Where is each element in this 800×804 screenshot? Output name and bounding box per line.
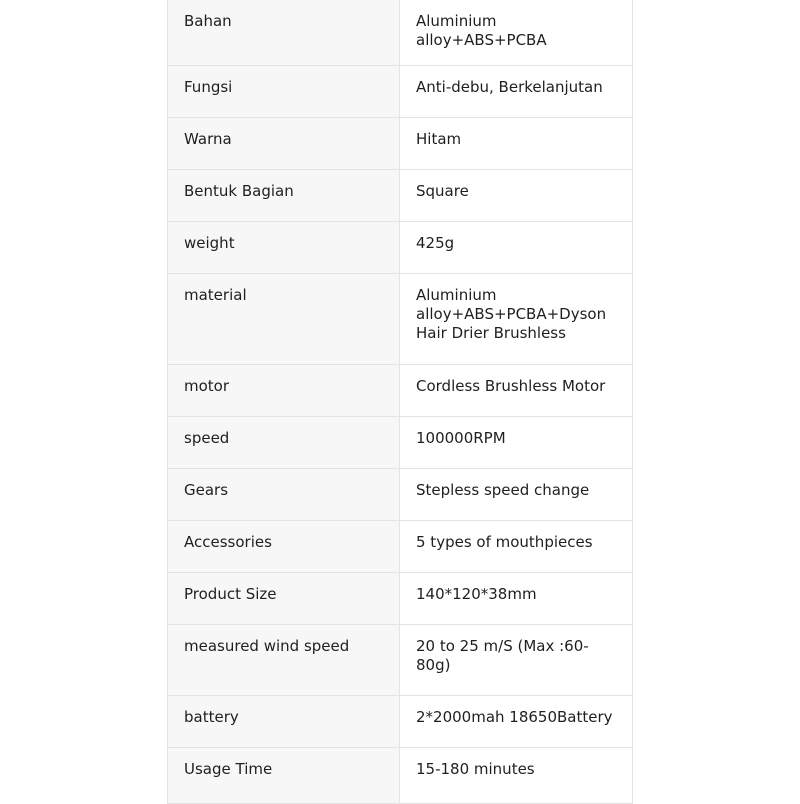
spec-value: 5 types of mouthpieces (400, 521, 633, 573)
spec-label: Warna (168, 118, 400, 170)
spec-row-gears (168, 469, 633, 521)
spec-row-battery (168, 696, 633, 748)
spec-value: 100000RPM (400, 417, 633, 469)
spec-value: Anti-debu, Berkelanjutan (400, 66, 633, 118)
spec-row-motor (168, 365, 633, 417)
spec-value: Stepless speed change (400, 469, 633, 521)
spec-row-speed (168, 417, 633, 469)
spec-label: battery (168, 696, 400, 748)
spec-value: Cordless Brushless Motor (400, 365, 633, 417)
spec-label: measured wind speed (168, 625, 400, 696)
spec-row-bentuk-bagian (168, 170, 633, 222)
spec-label: material (168, 274, 400, 365)
spec-label: motor (168, 365, 400, 417)
spec-value: 425g (400, 222, 633, 274)
spec-row-weight (168, 222, 633, 274)
spec-label: Bahan (168, 0, 400, 66)
spec-value: Hitam (400, 118, 633, 170)
spec-label: Accessories (168, 521, 400, 573)
spec-label: Bentuk Bagian (168, 170, 400, 222)
spec-value: 140*120*38mm (400, 573, 633, 625)
spec-label: weight (168, 222, 400, 274)
spec-row-warna (168, 118, 633, 170)
spec-value: 2*2000mah 18650Battery (400, 696, 633, 748)
spec-label: speed (168, 417, 400, 469)
spec-row-measured-wind-speed (168, 625, 633, 696)
spec-label: Usage Time (168, 748, 400, 804)
spec-row-fungsi (168, 66, 633, 118)
spec-value: Aluminium alloy+ABS+PCBA (400, 0, 633, 66)
spec-label: Fungsi (168, 66, 400, 118)
spec-row-material (168, 274, 633, 365)
spec-value: Aluminium alloy+ABS+PCBA+Dyson Hair Drier Brushless (400, 274, 633, 365)
spec-label: Product Size (168, 573, 400, 625)
spec-row-product-size (168, 573, 633, 625)
spec-row-bahan (168, 0, 633, 66)
spec-row-accessories (168, 521, 633, 573)
spec-row-usage-time (168, 748, 633, 804)
spec-label: Gears (168, 469, 400, 521)
spec-value: 15-180 minutes (400, 748, 633, 804)
spec-table (167, 0, 633, 804)
spec-value: Square (400, 170, 633, 222)
spec-value: 20 to 25 m/S (Max :60-80g) (400, 625, 633, 696)
